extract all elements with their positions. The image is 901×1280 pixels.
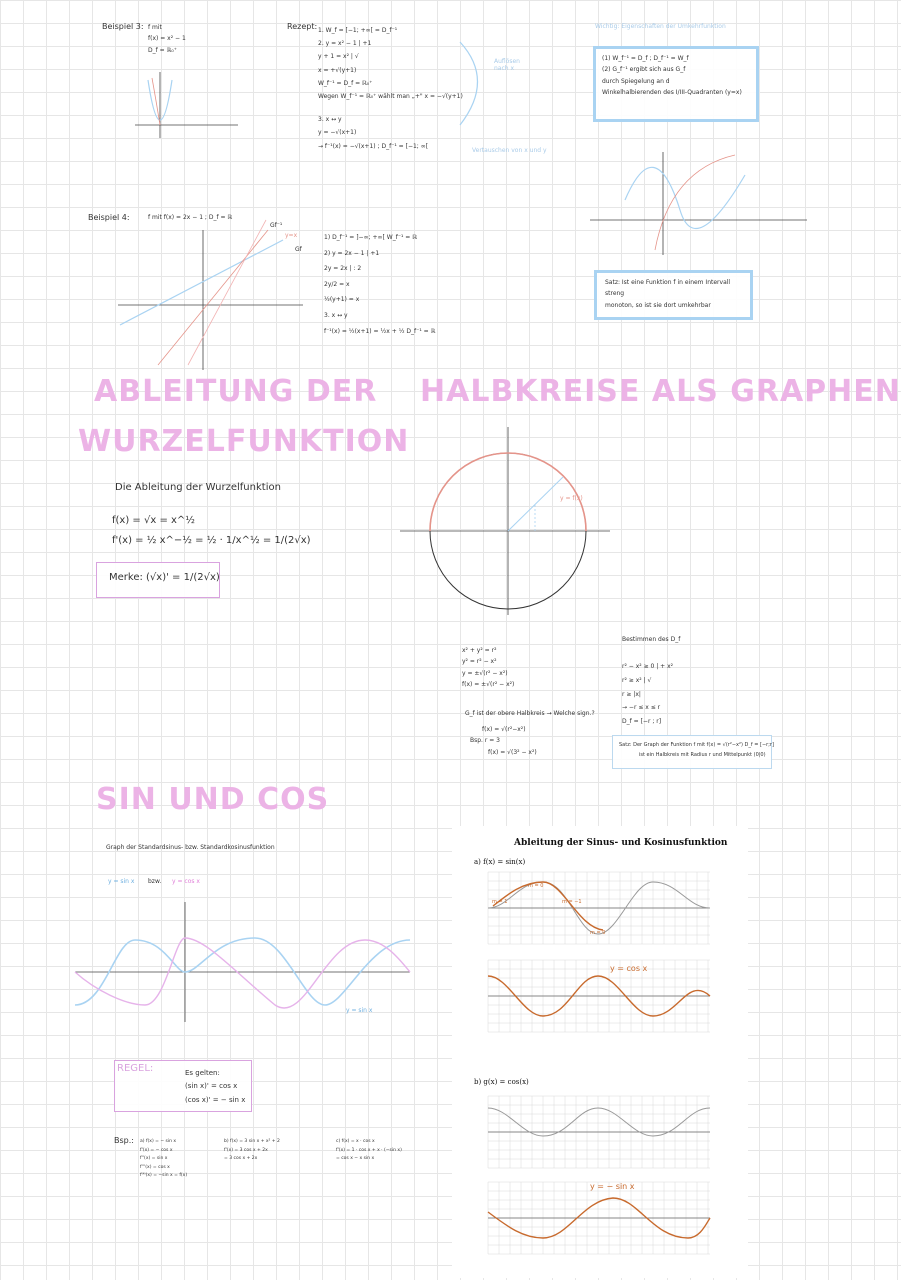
root-formula-1: f(x) = √x = x^½ <box>112 515 195 526</box>
worksheet-part-a: a) f(x) = sin(x) <box>474 858 526 866</box>
sincos-subtitle: Graph der Standardsinus- bzw. Standardkosinusfunktion <box>106 844 275 851</box>
legend-sin: y = sin x <box>108 878 135 885</box>
example4-steps: 1) D_f⁻¹ = ]−∞; +∞[ W_f⁻¹ = ℝ 2) y = 2x − 1 | +1 2y = 2x | : 2 2y/2 = x ½(y+1) = x 3. x ↔ y f⁻¹(x) = ½(x+1) = ½x + ½ D_f⁻¹ = ℝ <box>324 234 436 335</box>
example3-label: Beispiel 3: <box>102 22 144 31</box>
mark-a-3: m = 0 <box>590 930 606 936</box>
semicircle-theorem-box: Satz: Der Graph der Funktion f mit f(x) = √(r²−x²) D_f = [−r;r] ist ein Halbkreis mit Radius r und Mittelpunkt (0|0) <box>612 735 772 769</box>
recipe-arrow <box>455 40 495 130</box>
sincos-example-label: Bsp.: <box>114 1136 134 1145</box>
example4-line: f mit f(x) = 2x − 1 ; D_f = ℝ <box>148 214 233 221</box>
sincos-ex-c: c) f(x) = x · cos x f'(x) = 1 · cos x + x · (−sin x) = cos x − x sin x <box>336 1139 402 1162</box>
worksheet-cos-grid <box>488 960 710 1032</box>
note-swap: Vertauschen von x und y <box>472 147 547 154</box>
worksheet-label-a: y = cos x <box>610 964 648 973</box>
example4-label-yx: y=x <box>285 232 298 239</box>
semicircle-title: HALBKREISE ALS GRAPHEN <box>420 374 901 409</box>
recipe-label: Rezept: <box>287 22 318 31</box>
semicircle-upper-text: G_f ist der obere Halbkreis → Welche sign.? <box>465 710 595 717</box>
root-formula-2: f'(x) = ½ x^−½ = ½ · 1/x^½ = 1/(2√x) <box>112 535 311 546</box>
semicircle-domain-heading: Bestimmen des D_f <box>622 636 681 643</box>
recipe-lines: 1. W_f = [−1; +∞[ = D_f⁻¹ 2. y = x² − 1 | +1 y + 1 = x² | √ x = +√(y+1) W_f⁻¹ = D_f = ℝ₀⁺ Wegen W_f⁻¹ = ℝ₀⁺ wählt man „+" x = −√(y+1) 3. x ↔ y y = −√(x+1) → f⁻¹(x) = −√(x+1) ; D_f⁻¹ = [−1; ∞[ <box>318 27 463 150</box>
example4-graph <box>118 225 313 375</box>
rule-box <box>114 1060 252 1112</box>
important-box: (1) W_f⁻¹ = D_f ; D_f⁻¹ = W_f (2) G_f⁻¹ ergibt sich aus G_f durch Spiegelung an d Winkelhalbierenden des I/III-Quadranten (y=x) <box>593 46 759 122</box>
theorem-inverse-box: Satz: Ist eine Funktion f in einem Intervall streng monoton, so ist sie dort umkehrbar <box>594 270 753 320</box>
legend-cos: y = cos x <box>172 878 200 885</box>
derivative-worksheet <box>452 826 748 1278</box>
note-solve: Auflösen nach x <box>494 58 520 72</box>
inverse-graph <box>585 150 810 260</box>
worksheet-label-b: y = − sin x <box>590 1182 635 1191</box>
semicircle-upper-lines: f(x) = √(r²−x²) Bsp. r = 3 f(x) = √(3² − x²) <box>470 726 537 756</box>
mark-a-0: m = 0 <box>528 883 544 889</box>
sin-curve-label: y = sin x <box>346 1007 373 1014</box>
example4-label-gf: Gf <box>295 246 302 253</box>
worksheet-title: Ableitung der Sinus- und Kosinusfunktion <box>514 838 728 848</box>
legend-mid: bzw. <box>148 878 162 885</box>
rule-label: REGEL: <box>117 1063 154 1074</box>
example3-graph <box>130 70 240 140</box>
mark-a-2: m = −1 <box>562 899 582 905</box>
root-title-line1: ABLEITUNG DER <box>94 374 378 409</box>
root-subtitle: Die Ableitung der Wurzelfunktion <box>115 482 281 493</box>
sincos-ex-a: a) f(x) = − sin x f'(x) = − cos x f''(x) = sin x f'''(x) = cos x f⁽⁴⁾(x) = −sin x = f(x) <box>140 1139 188 1179</box>
worksheet-part-b: b) g(x) = cos(x) <box>474 1078 529 1086</box>
example3-lines: f mit f(x) = x² − 1 D_f = ℝ₀⁺ <box>148 24 186 54</box>
semicircle-curve-label: y = f(x) <box>560 495 583 502</box>
example4-label: Beispiel 4: <box>88 213 130 222</box>
important-heading: Wichtig: Eigenschaften der Umkehrfunktion <box>595 23 726 30</box>
sincos-title: SIN UND COS <box>96 782 330 817</box>
semicircle-equations: x² + y² = r² y² = r² − x² y = ±√(r² − x²) f(x) = ±√(r² − x²) <box>462 647 515 689</box>
semicircle-graph <box>395 425 620 620</box>
worksheet-neg-sin-grid <box>488 1182 710 1254</box>
rule-lines: Es gelten: (sin x)' = cos x (cos x)' = − sin x <box>185 1069 246 1104</box>
worksheet-cos-grid-b <box>488 1096 710 1168</box>
example4-label-inverse: Gf⁻¹ <box>270 222 283 229</box>
sincos-ex-b: b) f(x) = 3 sin x + x² + 2 f'(x) = 3 cos x + 2x = 3 cos x + 2x <box>224 1139 280 1162</box>
root-title-line2: WURZELFUNKTION <box>78 424 410 459</box>
mark-a-1: m = 1 <box>492 899 508 905</box>
root-remember-box: Merke: (√x)' = 1/(2√x) <box>96 562 220 598</box>
semicircle-domain-lines: r² − x² ≥ 0 | + x² r² ≥ x² | √ r ≥ |x| → −r ≤ x ≤ r D_f = [−r ; r] <box>622 663 674 726</box>
